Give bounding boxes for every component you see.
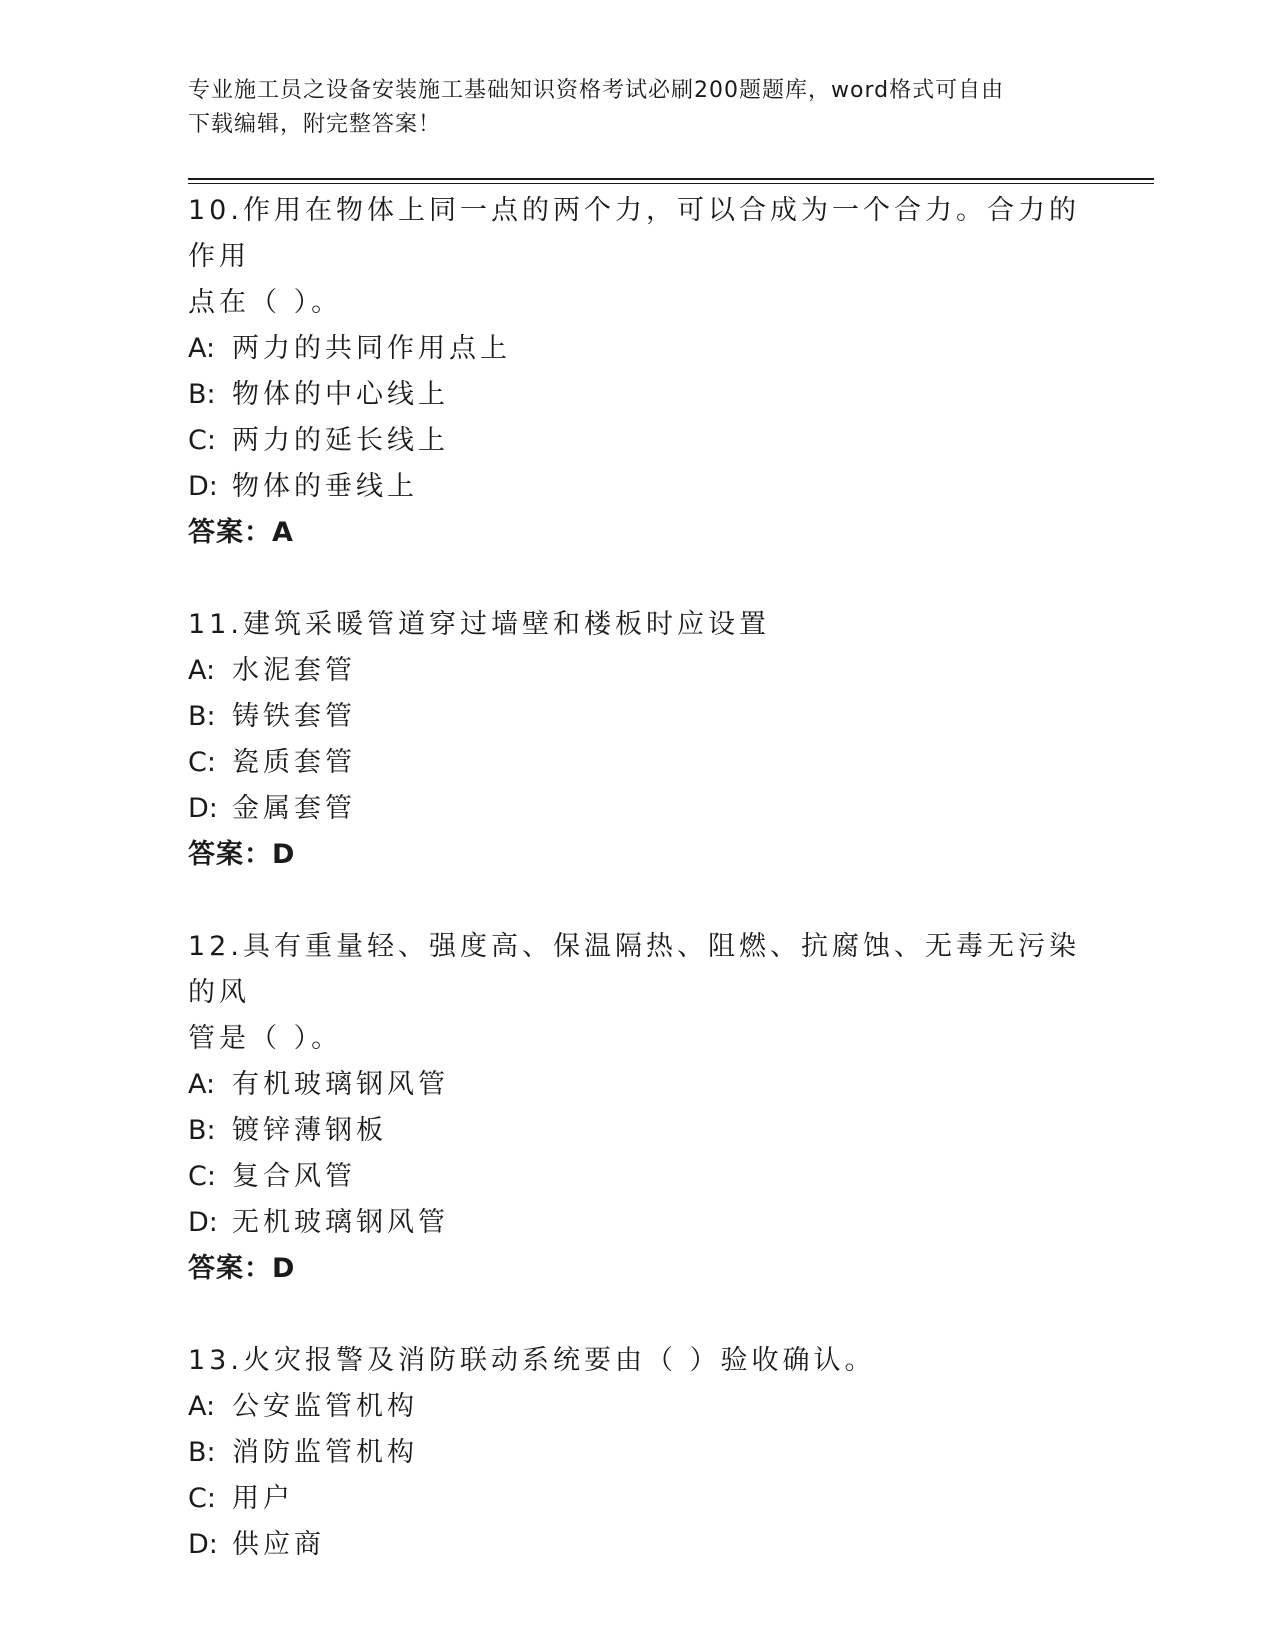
answer-line: 答案：D xyxy=(188,1253,296,1284)
question-stem-line: 12.具有重量轻、强度高、保温隔热、阻燃、抗腐蚀、无毒无污染的风 xyxy=(188,931,1080,1008)
question-10 xyxy=(188,188,1088,556)
option-letter: D: xyxy=(188,793,218,824)
option-text: 供应商 xyxy=(232,1529,325,1560)
option-letter: B: xyxy=(188,701,216,732)
question-12 xyxy=(188,924,1088,1292)
header-divider-thin xyxy=(188,183,1154,184)
option-text: 复合风管 xyxy=(232,1161,356,1192)
question-stem-line: 点在（ ）。 xyxy=(188,287,343,318)
option-a xyxy=(188,1062,1088,1108)
option-letter: D: xyxy=(188,1529,218,1560)
option-letter: C: xyxy=(188,747,216,778)
header-line-1: 专业施工员之设备安装施工基础知识资格考试必刷200题题库，word格式可自由 xyxy=(188,78,1005,103)
document-header xyxy=(188,74,1088,142)
question-stem-line: 11.建筑采暖管道穿过墙壁和楼板时应设置 xyxy=(188,609,770,640)
option-d xyxy=(188,786,1088,832)
option-a xyxy=(188,326,1088,372)
option-b xyxy=(188,1430,1088,1476)
option-text: 有机玻璃钢风管 xyxy=(232,1069,449,1100)
spacer xyxy=(188,556,1088,602)
option-c xyxy=(188,1154,1088,1200)
option-letter: B: xyxy=(188,1115,216,1146)
option-text: 铸铁套管 xyxy=(232,701,356,732)
option-d xyxy=(188,1522,1088,1568)
answer-line: 答案：A xyxy=(188,517,294,548)
option-text: 金属套管 xyxy=(232,793,356,824)
answer-line: 答案：D xyxy=(188,839,296,870)
option-text: 公安监管机构 xyxy=(232,1391,418,1422)
option-c xyxy=(188,740,1088,786)
spacer xyxy=(188,878,1088,924)
option-text: 两力的共同作用点上 xyxy=(232,333,511,364)
option-text: 瓷质套管 xyxy=(232,747,356,778)
option-letter: B: xyxy=(188,379,216,410)
option-d xyxy=(188,464,1088,510)
option-b xyxy=(188,1108,1088,1154)
option-text: 物体的垂线上 xyxy=(232,471,418,502)
option-text: 镀锌薄钢板 xyxy=(232,1115,387,1146)
question-stem-line: 10.作用在物体上同一点的两个力，可以合成为一个合力。合力的作用 xyxy=(188,195,1080,272)
option-letter: A: xyxy=(188,333,216,364)
option-letter: C: xyxy=(188,1483,216,1514)
option-letter: C: xyxy=(188,1161,216,1192)
option-b xyxy=(188,694,1088,740)
option-letter: C: xyxy=(188,425,216,456)
header-line-2: 下载编辑，附完整答案！ xyxy=(188,112,442,137)
option-letter: A: xyxy=(188,1391,216,1422)
option-text: 物体的中心线上 xyxy=(232,379,449,410)
spacer xyxy=(188,1292,1088,1338)
option-letter: D: xyxy=(188,1207,218,1238)
question-13 xyxy=(188,1338,1088,1568)
option-text: 两力的延长线上 xyxy=(232,425,449,456)
option-text: 水泥套管 xyxy=(232,655,356,686)
option-text: 无机玻璃钢风管 xyxy=(232,1207,449,1238)
option-letter: D: xyxy=(188,471,218,502)
option-text: 消防监管机构 xyxy=(232,1437,418,1468)
option-text: 用户 xyxy=(232,1483,294,1514)
question-stem-line: 管是（ ）。 xyxy=(188,1023,343,1054)
option-a xyxy=(188,648,1088,694)
option-a xyxy=(188,1384,1088,1430)
header-divider-thick xyxy=(188,178,1154,180)
option-c xyxy=(188,1476,1088,1522)
option-letter: A: xyxy=(188,655,216,686)
question-list xyxy=(188,188,1088,1568)
option-c xyxy=(188,418,1088,464)
option-letter: B: xyxy=(188,1437,216,1468)
option-d xyxy=(188,1200,1088,1246)
option-b xyxy=(188,372,1088,418)
option-letter: A: xyxy=(188,1069,216,1100)
question-stem-line: 13.火灾报警及消防联动系统要由（ ）验收确认。 xyxy=(188,1345,876,1376)
question-11 xyxy=(188,602,1088,878)
